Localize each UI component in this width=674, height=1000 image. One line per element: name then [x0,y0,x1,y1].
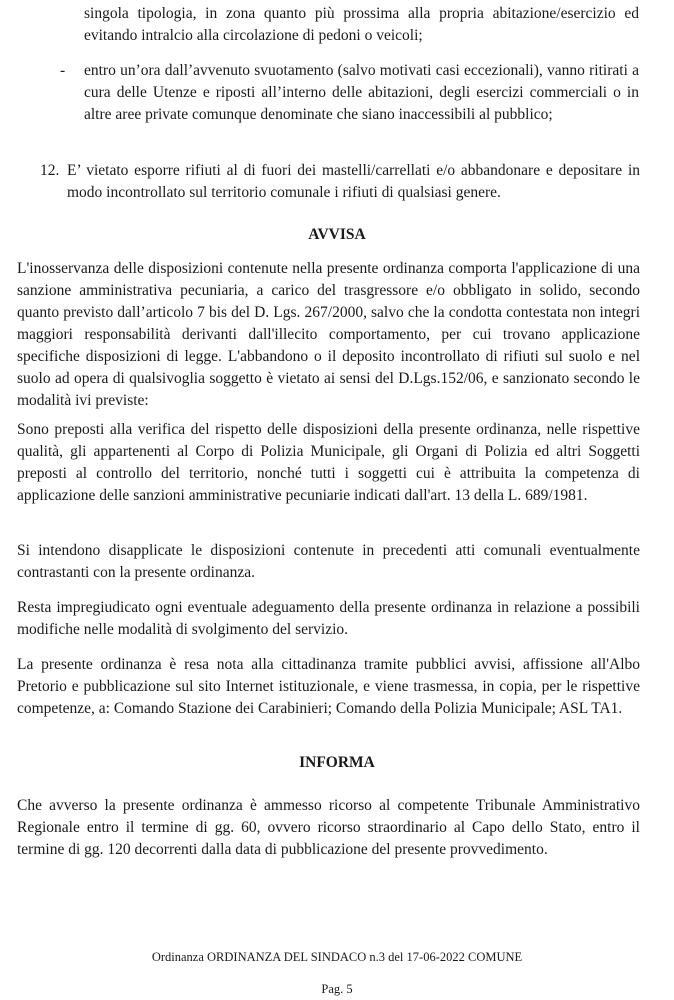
paragraph: L'inosservanza delle disposizioni contenute nella presente ordinanza comporta l'applicazione di una sanzione amministrativa pecuniaria, a carico del trasgressore e/o obbligato in solido, secondo quanto previsto dall’articolo 7 bis del D. Lgs. 267/2000, salvo che la condotta contestata non integri maggiori responsabilità derivanti dall'illecito comportamento, per cui trovano applicazione specifiche disposizioni di legge. L'abbandono o il deposito incontrollato di rifiuti sul suolo e nel suolo ad opera di qualsivoglia soggetto è vietato ai sensi del D.Lgs.152/06, e sanzionato secondo le modalità ivi previste: [17,260,640,409]
section-heading-avvisa: AVVISA [308,226,366,243]
page-number: Pag. 5 [321,982,353,996]
paragraph: La presente ordinanza è resa nota alla cittadinanza tramite pubblici avvisi, affissione all'Albo Pretorio e pubblicazione sul sito Internet istituzionale, e viene trasmessa, in copia, per le rispettive competenze, a: Comando Stazione dei Carabinieri; Comando della Polizia Municipale; ASL TA1. [17,656,640,717]
paragraph: Resta impregiudicato ogni eventuale adeguamento della presente ordinanza in relazione a possibili modifiche nelle modalità di svolgimento del servizio. [17,599,640,638]
paragraph: Sono preposti alla verifica del rispetto delle disposizioni della presente ordinanza, nelle rispettive qualità, gli appartenenti al Corpo di Polizia Municipale, gli Organi di Polizia ed altri Soggetti preposti al controllo del territorio, nonché tutti i soggetti cui è attribuita la competenza di applicazione delle sanzioni amministrative pecuniarie indicati dall'art. 13 della L. 689/1981. [17,421,640,504]
list-item-continuation: singola tipologia, in zona quanto più prossima alla propria abitazione/esercizio ed evitando intralcio alla circolazione di pedoni o veicoli; [84,5,639,44]
paragraph: Si intendono disapplicate le disposizioni contenute in precedenti atti comunali eventualmente contrastanti con la presente ordinanza. [17,542,640,581]
list-bullet: - [60,62,66,79]
footer-reference: Ordinanza ORDINANZA DEL SINDACO n.3 del 17-06-2022 COMUNE [151,950,523,964]
list-item-dash [60,60,640,126]
paragraph: Che avverso la presente ordinanza è ammesso ricorso al competente Tribunale Amministrativo Regionale entro il termine di gg. 60, ovvero ricorso straordinario al Capo dello Stato, entro il termine di gg. 120 decorrenti dalla data di pubblicazione del presente provvedimento. [17,797,640,858]
section-heading-informa: INFORMA [299,754,375,771]
list-item-12 [40,160,640,204]
list-item-number: 12. [40,162,60,179]
list-item-text: entro un’ora dall’avvenuto svuotamento (salvo motivati casi eccezionali), vanno ritirati a cura delle Utenze e riposti all’interno delle abitazioni, degli esercizi commerciali o in altre aree private comunque denominate che siano inaccessibili al pubblico; [84,62,639,123]
list-item-text: E’ vietato esporre rifiuti al di fuori dei mastelli/carrellati e/o abbandonare e depositare in modo incontrollato sul territorio comunale i rifiuti di qualsiasi genere. [67,162,640,201]
